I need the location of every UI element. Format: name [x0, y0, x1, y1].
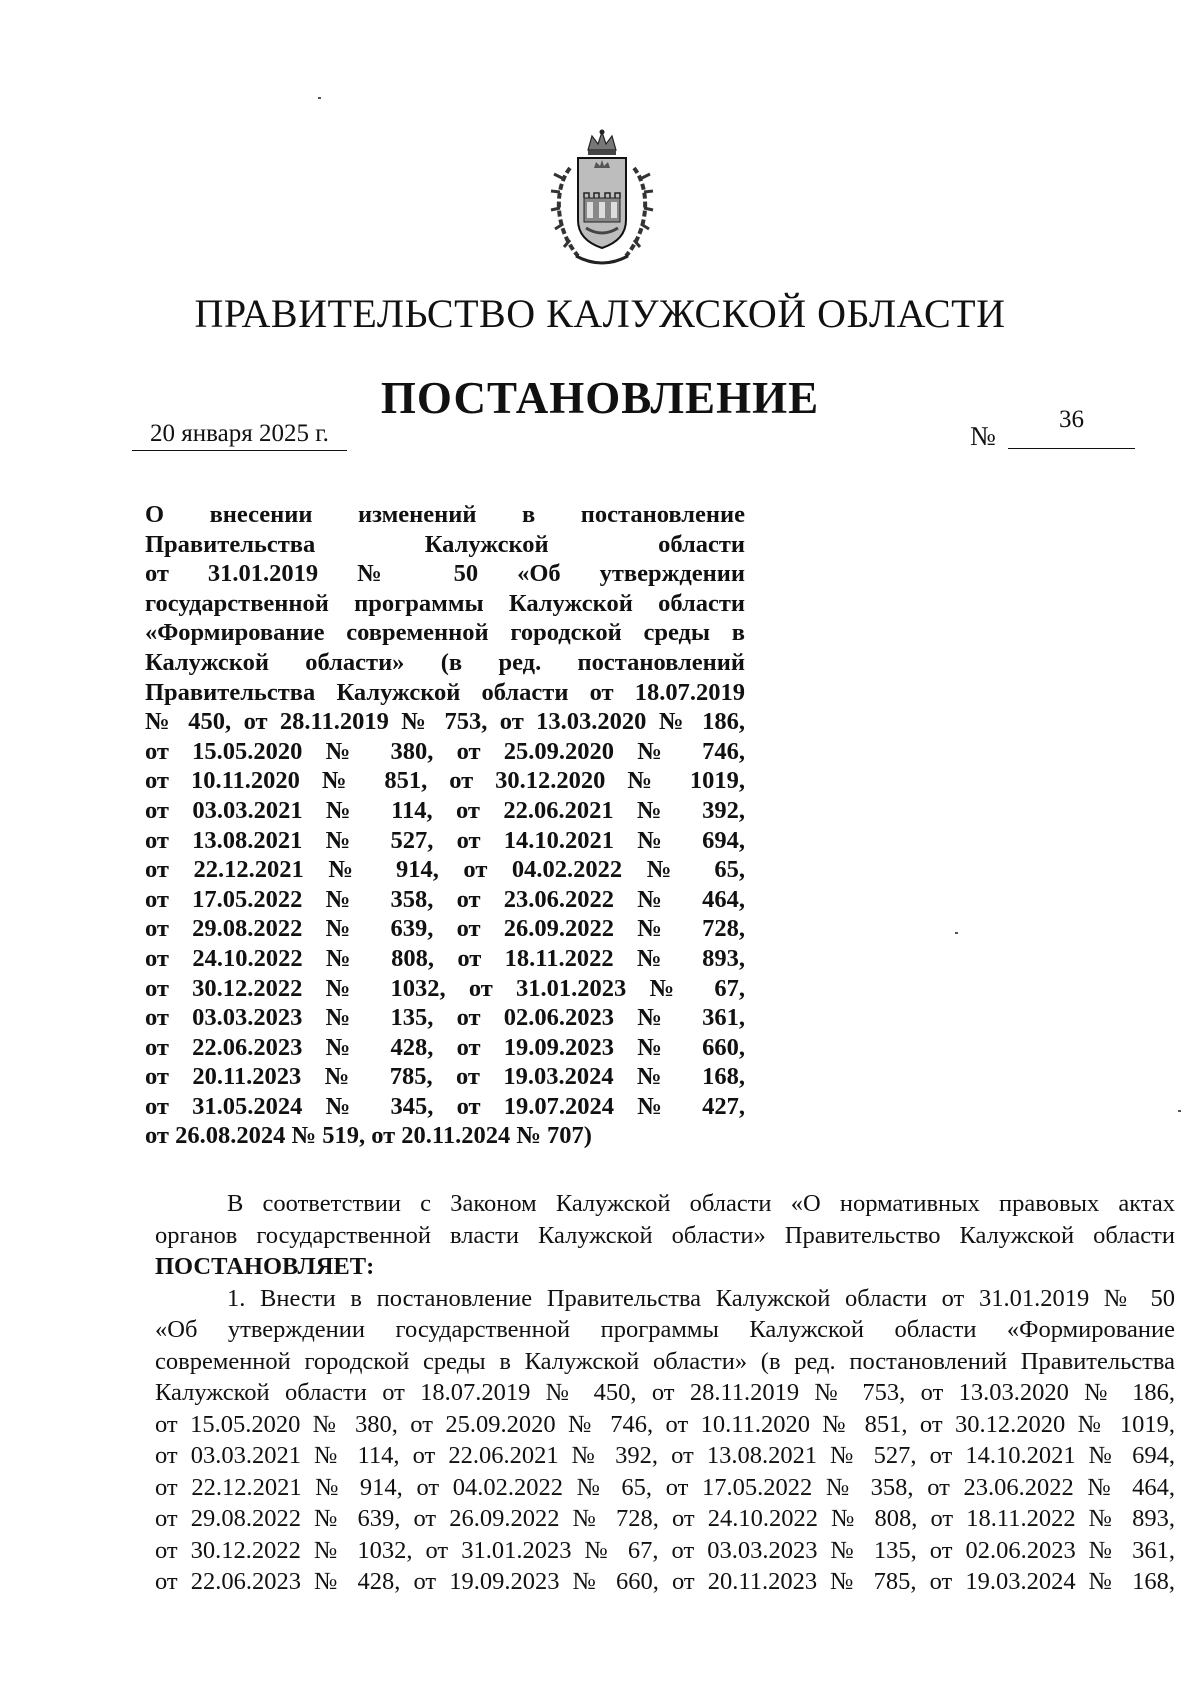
subject-line: от 03.03.2021 № 114, от 22.06.2021 № 392, — [145, 796, 745, 824]
subject-line: государственной программы Калужской области — [145, 589, 745, 617]
subject-line: от 31.01.2019 № 50 «Об утверждении — [145, 560, 745, 588]
subject-line: от 15.05.2020 № 380, от 25.09.2020 № 746, — [145, 737, 745, 765]
subject-line: «Формирование современной городской среды в — [145, 619, 745, 647]
scan-speck — [955, 932, 958, 934]
preamble-line: В соответствии с Законом Калужской области «О нормативных правовых актах — [227, 1190, 1175, 1217]
number-sign: № — [970, 421, 996, 451]
subject-line: от 17.05.2022 № 358, от 23.06.2022 № 464, — [145, 885, 745, 913]
subject-line: Правительства Калужской области — [145, 530, 745, 558]
coat-of-arms-emblem — [548, 128, 656, 270]
government-title: ПРАВИТЕЛЬСТВО КАЛУЖСКОЙ ОБЛАСТИ — [194, 291, 1006, 336]
decree-word: ПОСТАНОВЛЯЕТ: — [155, 1253, 375, 1280]
subject-line: от 30.12.2022 № 1032, от 31.01.2023 № 67, — [145, 974, 745, 1002]
subject-line: от 29.08.2022 № 639, от 26.09.2022 № 728, — [145, 915, 745, 943]
subject-line: Правительства Калужской области от 18.07.2019 — [145, 678, 745, 706]
item-1-line: от 22.12.2021 № 914, от 04.02.2022 № 65, от 17.05.2022 № 358, от 23.06.2022 № 464, — [155, 1473, 1175, 1501]
item-1-line: современной городской среды в Калужской области» (в ред. постановлений Правительства — [155, 1347, 1175, 1375]
subject-line: от 10.11.2020 № 851, от 30.12.2020 № 1019, — [145, 767, 745, 795]
item-1-line: от 30.12.2022 № 1032, от 31.01.2023 № 67, от 03.03.2023 № 135, от 02.06.2023 № 361, — [155, 1536, 1175, 1564]
scan-speck — [1178, 1110, 1181, 1112]
item-1-line: от 15.05.2020 № 380, от 25.09.2020 № 746, от 10.11.2020 № 851, от 30.12.2020 № 1019, — [155, 1410, 1175, 1438]
subject-line: от 03.03.2023 № 135, от 02.06.2023 № 361, — [145, 1004, 745, 1032]
document-subject — [145, 500, 745, 1151]
preamble-line: органов государственной власти Калужской области» Правительство Калужской области — [155, 1221, 1175, 1249]
item-1-line: от 03.03.2021 № 114, от 22.06.2021 № 392, от 13.08.2021 № 527, от 14.10.2021 № 694, — [155, 1442, 1175, 1469]
item-1-line: от 29.08.2022 № 639, от 26.09.2022 № 728, от 24.10.2022 № 808, от 18.11.2022 № 893, — [155, 1505, 1175, 1532]
subject-line: от 26.08.2024 № 519, от 20.11.2024 № 707) — [145, 1122, 592, 1150]
scan-speck — [318, 97, 321, 99]
document-date: 20 января 2025 г. — [150, 420, 329, 447]
document-body — [155, 1188, 1175, 1598]
document-number: 36 — [1059, 406, 1084, 433]
subject-line: от 22.12.2021 № 914, от 04.02.2022 № 65, — [145, 856, 745, 884]
subject-line: от 13.08.2021 № 527, от 14.10.2021 № 694, — [145, 826, 745, 854]
subject-line: О внесении изменений в постановление — [145, 501, 745, 528]
number-underline — [1008, 448, 1135, 449]
item-1-line: Калужской области от 18.07.2019 № 450, от 28.11.2019 № 753, от 13.03.2020 № 186, — [155, 1379, 1175, 1406]
subject-line: от 24.10.2022 № 808, от 18.11.2022 № 893, — [145, 944, 745, 972]
subject-line: от 20.11.2023 № 785, от 19.03.2024 № 168, — [145, 1063, 745, 1091]
item-1-line: от 22.06.2023 № 428, от 19.09.2023 № 660, от 20.11.2023 № 785, от 19.03.2024 № 168, — [155, 1568, 1175, 1595]
document-date-field — [132, 420, 347, 451]
item-1-line: 1. Внести в постановление Правительства Калужской области от 31.01.2019 № 50 — [227, 1284, 1175, 1312]
item-1-line: «Об утверждении государственной программы Калужской области «Формирование — [155, 1316, 1175, 1343]
preamble — [155, 1188, 1175, 1251]
subject-line: от 22.06.2023 № 428, от 19.09.2023 № 660, — [145, 1033, 745, 1061]
item-1 — [155, 1283, 1175, 1598]
document-number-field — [970, 406, 1135, 452]
document-type-title: ПОСТАНОВЛЕНИЕ — [380, 373, 820, 423]
subject-line: № 450, от 28.11.2019 № 753, от 13.03.2020 № 186, — [145, 708, 745, 736]
subject-line: от 31.05.2024 № 345, от 19.07.2024 № 427, — [145, 1092, 745, 1120]
subject-line: Калужской области» (в ред. постановлений — [145, 648, 745, 676]
